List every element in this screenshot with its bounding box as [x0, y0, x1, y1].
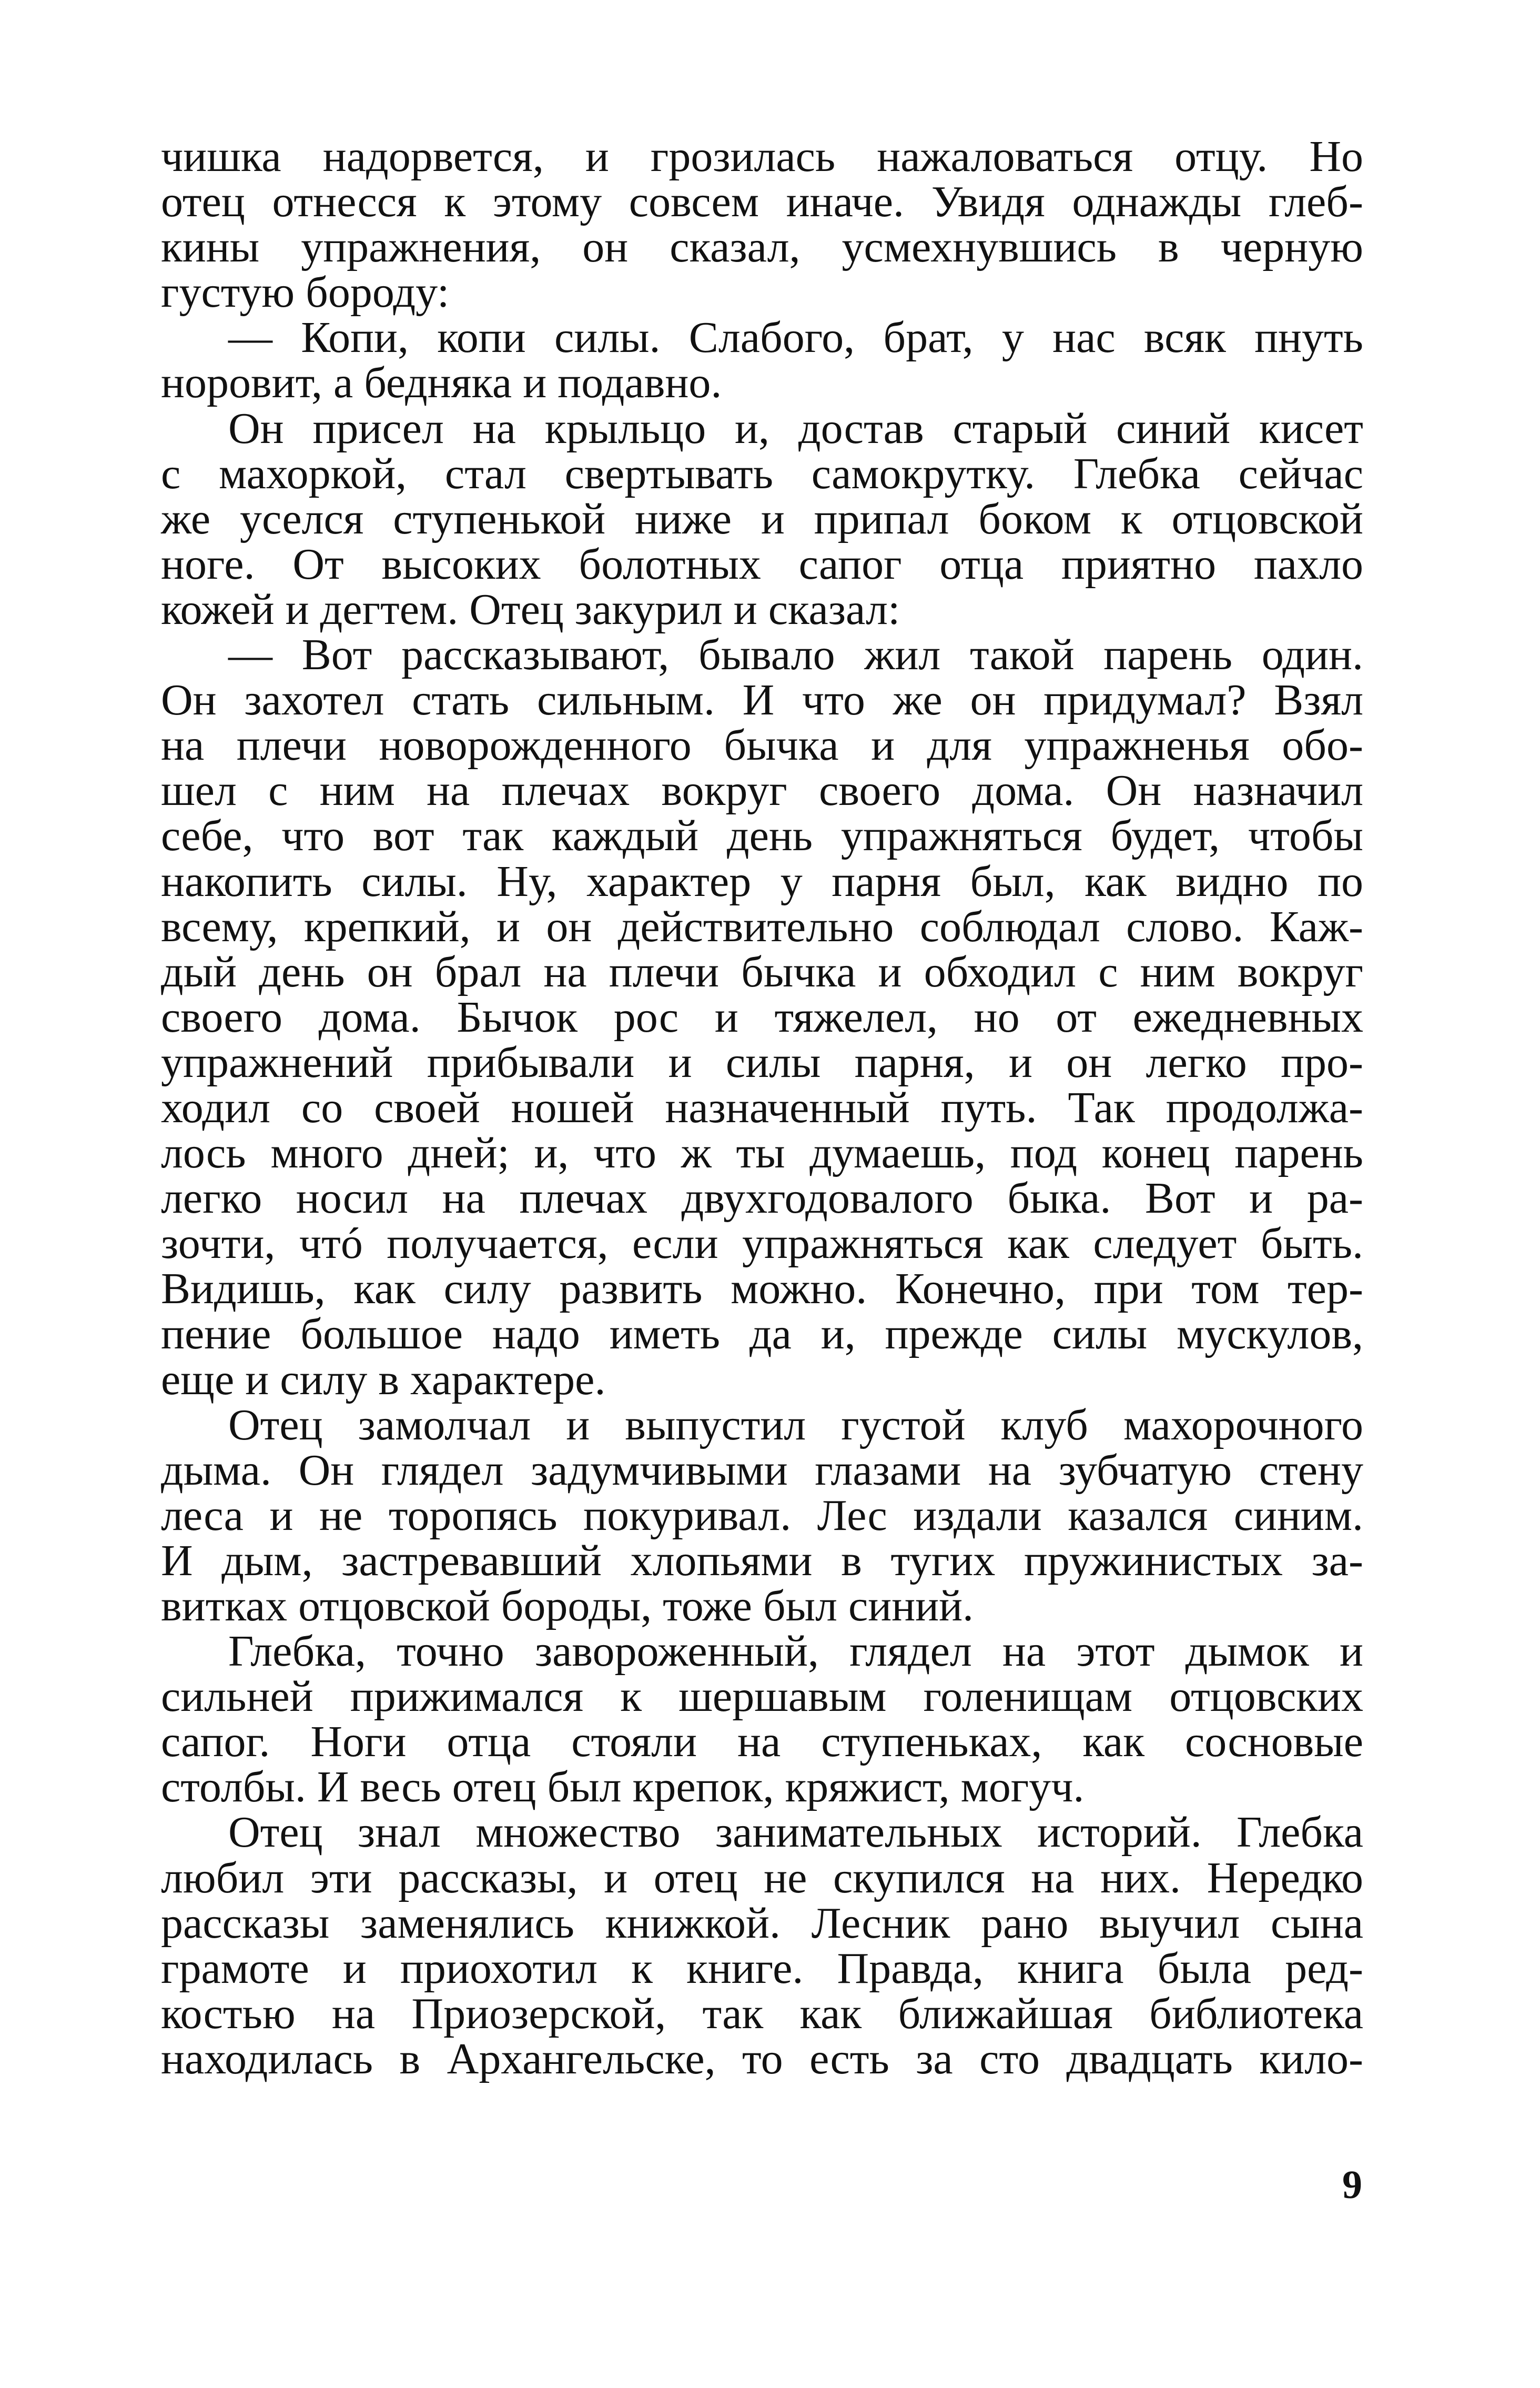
text-line: столбы. И весь отец был крепок, кряжист, могуч.	[161, 1762, 1085, 1812]
text-line: же уселся ступенькой ниже и припал боком к отцовской	[161, 494, 1363, 543]
text-line: Он присел на крыльцо и, достав старый синий кисет	[228, 404, 1363, 453]
text-line: Отец замолчал и выпустил густой клуб махорочного	[228, 1400, 1363, 1449]
text-line: шел с ним на плечах вокруг своего дома. Он назначил	[161, 766, 1363, 815]
text-line: рассказы заменялись книжкой. Лесник рано выучил сына	[161, 1898, 1363, 1948]
text-line: Он захотел стать сильным. И что же он придумал? Взял	[161, 676, 1363, 725]
text-line: дый день он брал на плечи бычка и обходил с ним вокруг	[161, 947, 1363, 996]
text-line: грамоте и приохотил к книге. Правда, книга была ред-	[161, 1943, 1363, 1993]
text-line: еще и силу в характере.	[161, 1355, 606, 1404]
text-line: на плечи новорожденного бычка и для упражненья обо-	[161, 721, 1363, 770]
body-text	[161, 134, 1363, 2082]
text-line: леса и не торопясь покуривал. Лес издали казался синим.	[161, 1490, 1363, 1540]
text-line: Глебка, точно завороженный, глядел на этот дымок и	[228, 1627, 1363, 1676]
text-line: витках отцовской бороды, тоже был синий.	[161, 1581, 974, 1630]
text-line: костью на Приозерской, так как ближайшая библиотека	[161, 1989, 1363, 2038]
text-line: накопить силы. Ну, характер у парня был, как видно по	[161, 857, 1363, 906]
page-number: 9	[1342, 2163, 1362, 2207]
text-line: чишка надорвется, и грозилась нажаловаться отцу. Но	[161, 132, 1363, 181]
text-line: — Вот рассказывают, бывало жил такой парень один.	[228, 630, 1363, 680]
text-line: своего дома. Бычок рос и тяжелел, но от ежедневных	[161, 992, 1363, 1042]
text-line: любил эти рассказы, и отец не скупился на них. Нередко	[161, 1853, 1363, 1902]
text-line: кины упражнения, он сказал, усмехнувшись в черную	[161, 223, 1363, 272]
text-line: себе, что вот так каждый день упражняться будет, чтобы	[161, 811, 1363, 861]
text-line: упражнений прибывали и силы парня, и он легко про-	[161, 1037, 1363, 1087]
text-line: лось много дней; и, что ж ты думаешь, под конец парень	[161, 1128, 1363, 1178]
text-line: сапог. Ноги отца стояли на ступеньках, как сосновые	[161, 1717, 1363, 1767]
text-line: пение большое надо иметь да и, прежде силы мускулов,	[161, 1309, 1363, 1359]
text-line: сильней прижимался к шершавым голенищам отцовских	[161, 1672, 1363, 1721]
text-line: густую бороду:	[161, 268, 450, 317]
text-line: с махоркой, стал свертывать самокрутку. Глебка сейчас	[161, 449, 1363, 498]
text-line: И дым, застревавший хлопьями в тугих пружинистых за-	[161, 1536, 1363, 1585]
text-line: ноге. От высоких болотных сапог отца приятно пахло	[161, 539, 1363, 589]
text-line: дыма. Он глядел задумчивыми глазами на зубчатую стену	[161, 1445, 1363, 1495]
text-line: ходил со своей ношей назначенный путь. Так продолжа-	[161, 1083, 1363, 1132]
text-line: кожей и дегтем. Отец закурил и сказал:	[161, 585, 900, 634]
text-line: находилась в Архангельске, то есть за сто двадцать кило-	[161, 2034, 1363, 2083]
text-line: зочти, чтó получается, если упражняться как следует быть.	[161, 1219, 1363, 1268]
text-line: всему, крепкий, и он действительно соблюдал слово. Каж-	[161, 902, 1363, 951]
text-line: — Копи, копи силы. Слабого, брат, у нас всяк пнуть	[228, 313, 1363, 362]
text-line: легко носил на плечах двухгодовалого быка. Вот и ра-	[161, 1174, 1363, 1223]
text-line: Видишь, как силу развить можно. Конечно, при том тер-	[161, 1264, 1363, 1314]
text-line: норовит, а бедняка и подавно.	[161, 358, 722, 408]
text-line: Отец знал множество занимательных историй. Глебка	[228, 1808, 1363, 1857]
text-line: отец отнесся к этому совсем иначе. Увидя однажды глеб-	[161, 177, 1363, 227]
